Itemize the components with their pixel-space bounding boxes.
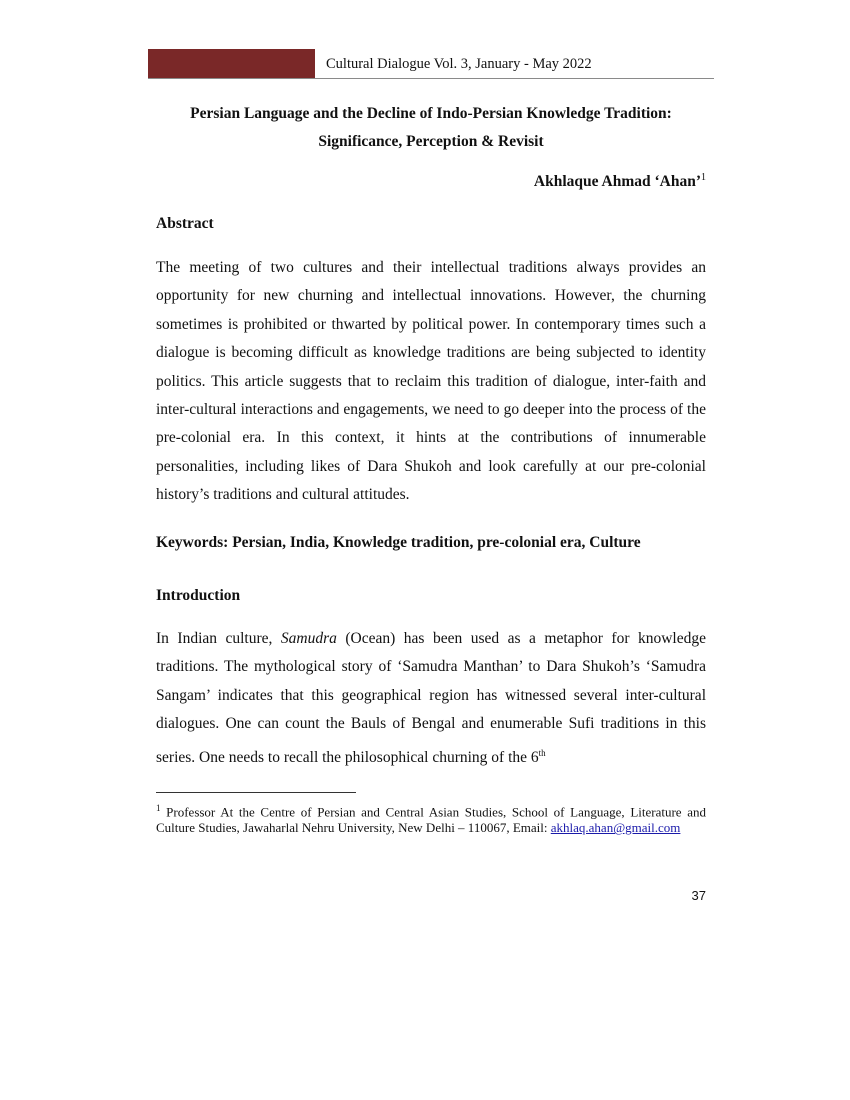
- abstract-text: The meeting of two cultures and their intellectual traditions always provides an opportunity for new churning and intellectual innovations. However, the churning sometimes is prohibited or thwarted by political power. In contemporary times such a dialogue is becoming difficult as knowledge traditions are being subjected to identity politics. This article suggests that to reclaim this tradition of dialogue, inter-faith and inter-cultural interactions and engagements, we need to go deeper into the process of the pre-colonial era. In this context, it hints at the contributions of innumerable personalities, including likes of Dara Shukoh and look carefully at our pre-colonial history’s traditions and cultural attitudes.: [156, 259, 706, 504]
- page-number: 37: [691, 888, 706, 903]
- article-title: [156, 100, 706, 156]
- abstract-heading: Abstract: [156, 215, 214, 232]
- journal-header: Cultural Dialogue Vol. 3, January - May 2022: [326, 56, 592, 72]
- footnote-rule: [156, 792, 356, 793]
- author-name-text: Akhlaque Ahmad ‘Ahan’: [533, 173, 701, 191]
- introduction-heading: Introduction: [156, 587, 241, 604]
- footnote: [156, 800, 706, 836]
- introduction-text: [156, 625, 706, 772]
- keywords-line: Keywords: Persian, India, Knowledge tradition, pre-colonial era, Culture: [156, 534, 641, 551]
- author-footnote-mark[interactable]: 1: [701, 172, 706, 183]
- intro-text-rest: (Ocean) has been used as a metaphor for knowledge traditions. The mythological story of ‘Samudra Manthan’ to Dara Shukoh’s ‘Samudra Sangam’ indicates that this geographical region has witnessed several inter-cultural dialogues. One can count the Bauls of Bengal and enumerable Sufi traditions in this series. One needs to recall the philosophical churning of the 6: [156, 630, 706, 766]
- header-accent-bar: [148, 49, 315, 78]
- author-name: [534, 172, 706, 191]
- header-rule: [148, 78, 714, 79]
- footnote-mark: 1: [156, 803, 161, 813]
- footnote-text: Professor At the Centre of Persian and Central Asian Studies, School of Language, Literature and Culture Studies, Jawaharlal Nehru University, New Delhi – 110067, Email:: [156, 804, 706, 836]
- article-title-line-2: Significance, Perception & Revisit: [318, 133, 544, 150]
- article-title-line-1: Persian Language and the Decline of Indo-Persian Knowledge Tradition:: [190, 105, 672, 122]
- footnote-email-link[interactable]: akhlaq.ahan@gmail.com: [550, 820, 681, 836]
- intro-italic-term: Samudra: [280, 630, 337, 647]
- intro-superscript: th: [538, 747, 546, 758]
- intro-text-start: In Indian culture,: [156, 630, 281, 647]
